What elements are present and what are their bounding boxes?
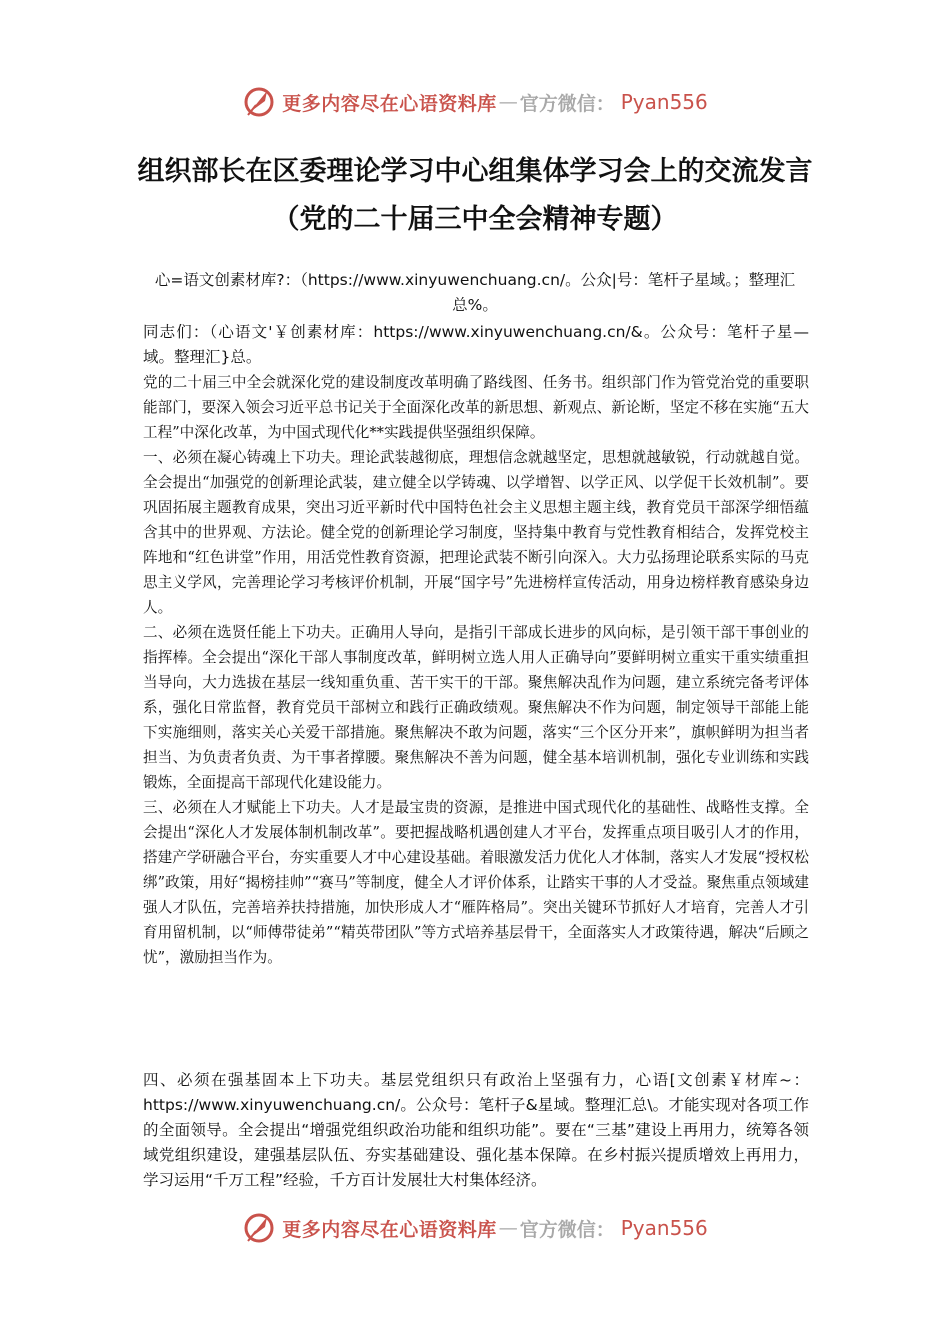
watermark-wechat-id: Pyan556 [620, 1216, 708, 1240]
watermark-label: 官方微信： [519, 1218, 615, 1241]
watermark-dash: — [498, 1217, 518, 1239]
document-subtitle: 心=语文创素材库?：（https://www.xinyuwenchuang.cn/。公众|号：笔杆子星域。；整理汇总%。 [154, 271, 796, 314]
greeting-paragraph [143, 320, 809, 370]
document-body [143, 370, 809, 970]
paragraph-section-2: 二、必须在选贤任能上下功夫。正确用人导向，是指引干部成长进步的风向标，是引领干部干事创业的指挥棒。全会提出“深化干部人事制度改革，鲜明树立选人用人正确导向”要鲜明树立重实干重实绩重担当导向，大力选拔在基层一线知重负重、苦干实干的干部。聚焦解决乱作为问题，建立系统完备考评体系，强化日常监督，教育党员干部树立和践行正确政绩观。聚焦解决不作为问题，制定领导干部能上能下实施细则，落实关心关爱干部措施。聚焦解决不敢为问题，落实“三个区分开来”，旗帜鲜明为担当者担当、为负责者负责、为干事者撑腰。聚焦解决不善为问题，健全基本培训机制，强化专业训练和实践锻炼，全面提高干部现代化建设能力。 [143, 624, 809, 791]
paragraph-section-4: 四、必须在强基固本上下功夫。基层党组织只有政治上坚强有力，心语[文创素￥材库~：https://www.xinyuwenchuang.cn/。公众号：笔杆子&星域。整理汇总\。才能实现对各项工作的全面领导。全会提出“增强党组织政治功能和组织功能”。要在“三基”建设上再用力，统筹各领域党组织建设，建强基层队伍、夯实基础建设、强化基本保障。在乡村振兴提质增效上再用力，学习运用“千万工程”经验，千方百计发展壮大村集体经济。 [143, 1071, 809, 1189]
watermark-text: 更多内容尽在心语资料库 [282, 1218, 497, 1241]
watermark-dash: — [498, 91, 518, 113]
feather-quill-icon [242, 85, 276, 119]
feather-quill-icon [242, 1211, 276, 1245]
greeting-text: 同志们：（心语文'￥创素材库：https://www.xinyuwenchuang.cn/&。公众号：笔杆子星—域。整理汇}总。 [143, 323, 809, 366]
watermark-banner-bottom [0, 1208, 950, 1248]
paragraph-intro: 党的二十届三中全会就深化党的建设制度改革明确了路线图、任务书。组织部门作为管党治党的重要职能部门，要深入领会习近平总书记关于全面深化改革的新思想、新观点、新论断，坚定不移在实施“五大工程”中深化改革，为中国式现代化**实践提供坚强组织保障。 [143, 374, 809, 441]
watermark-banner-top [0, 82, 950, 122]
document-title: 组织部长在区委理论学习中心组集体学习会上的交流发言（党的二十届三中全会精神专题） [137, 156, 813, 235]
watermark-wechat-id: Pyan556 [620, 90, 708, 114]
paragraph-section-3: 三、必须在人才赋能上下功夫。人才是最宝贵的资源，是推进中国式现代化的基础性、战略性支撑。全会提出“深化人才发展体制机制改革”。要把握战略机遇创建人才平台，发挥重点项目吸引人才的作用，搭建产学研融合平台，夯实重要人才中心建设基础。着眼激发活力优化人才体制，落实人才发展“授权松绑”政策，用好“揭榜挂帅”“赛马”等制度，健全人才评价体系，让踏实干事的人才受益。聚焦重点领域建强人才队伍，完善培养扶持措施，加快形成人才“雁阵格局”。突出关键环节抓好人才培育，完善人才引育用留机制，以“师傅带徒弟”“精英带团队”等方式培养基层骨干，全面落实人才政策待遇，解决“后顾之忧”，激励担当作为。 [143, 799, 809, 966]
watermark-text: 更多内容尽在心语资料库 [282, 92, 497, 115]
paragraph-section-4-container [143, 1068, 809, 1193]
watermark-label: 官方微信： [519, 92, 615, 115]
paragraph-section-1: 一、必须在凝心铸魂上下功夫。理论武装越彻底，理想信念就越坚定，思想就越敏锐，行动就越自觉。全会提出“加强党的创新理论武装，建立健全以学铸魂、以学增智、以学正风、以学促干长效机制”。要巩固拓展主题教育成果，突出习近平新时代中国特色社会主义思想主题主线，教育党员干部深学细悟蕴含其中的世界观、方法论。健全党的创新理论学习制度，坚持集中教育与党性教育相结合，发挥党校主阵地和“红色讲堂”作用，用活党性教育资源，把理论武装不断引向深入。大力弘扬理论联系实际的马克思主义学风，完善理论学习考核评价机制，开展“国字号”先进榜样宣传活动，用身边榜样教育感染身边人。 [143, 449, 809, 616]
